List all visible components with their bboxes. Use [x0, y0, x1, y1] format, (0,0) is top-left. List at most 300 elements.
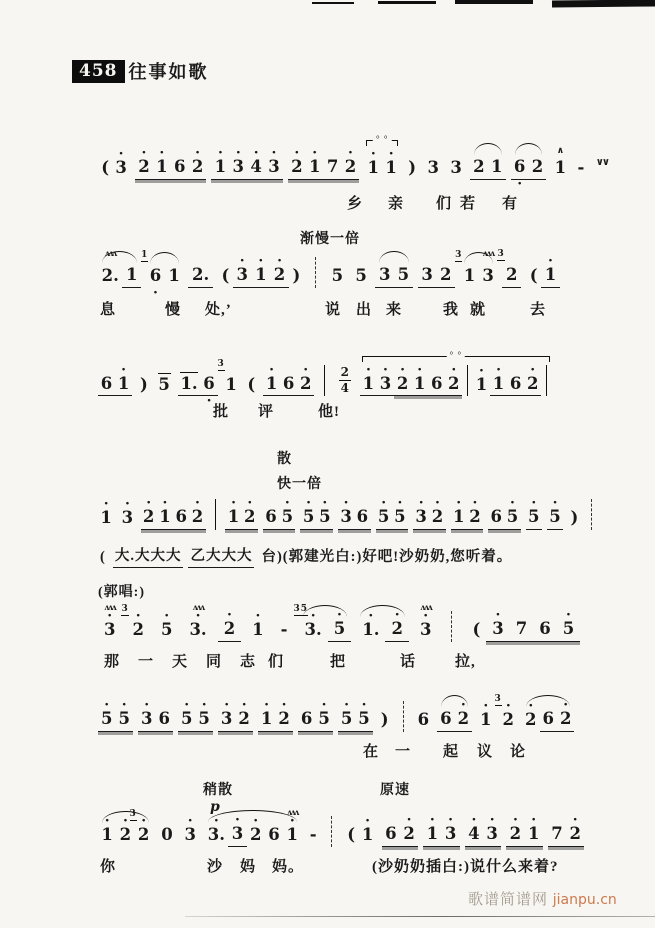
note-token: 1 · — [214, 145, 227, 176]
scan-artifact-top-2 — [378, 1, 436, 4]
note-group — [378, 701, 392, 732]
note-group — [119, 496, 135, 530]
note-group — [526, 495, 542, 530]
note-group — [218, 253, 304, 288]
note-group — [188, 256, 212, 288]
note-token: 6 — [173, 157, 186, 176]
note-group — [477, 698, 494, 732]
note-group — [178, 365, 218, 409]
tempo-mark-shaosan: 稍散 — [203, 783, 233, 798]
note-group — [138, 697, 173, 732]
note-token: 6 · — [513, 157, 526, 193]
tremolo-ornament: ʌʌʌ — [192, 602, 204, 612]
note-token: 5 · — [281, 495, 294, 526]
octave-dot-above: · — [471, 812, 477, 828]
octave-dot-above: · — [103, 496, 109, 512]
note-group — [155, 608, 178, 642]
time-denominator: 4 — [340, 380, 350, 395]
tempo-mark-kuaiyibei: 快一倍 — [277, 477, 322, 492]
note-token: 2 · — [270, 256, 289, 288]
octave-dot-above: · — [277, 253, 282, 269]
octave-dot-above: · — [253, 145, 259, 161]
octave-dot-above: · — [566, 607, 571, 623]
octave-dot-above: · — [241, 697, 247, 713]
note-token: 2. ʌʌʌ — [101, 248, 119, 285]
octave-dot-above: · — [496, 361, 501, 378]
note-token: 3 — [379, 265, 391, 284]
note-token: 3 · — [220, 697, 233, 728]
octave-dot-above: · — [322, 495, 328, 511]
octave-dot-above: · — [365, 361, 371, 378]
note-token: 2 · — [431, 495, 444, 526]
note-group — [218, 697, 253, 732]
note-token: 6 — [507, 365, 524, 397]
note-token: 2 · — [469, 495, 481, 526]
tempo-mark-jianman: 渐慢一倍 — [300, 232, 360, 247]
octave-dot-above: · — [271, 145, 277, 161]
note-token: 5 · — [557, 610, 580, 642]
octave-dot-above: · — [423, 608, 429, 624]
note-group — [470, 148, 506, 180]
octave-dot-above: · — [510, 495, 515, 511]
note-token: 1 · — [452, 495, 465, 526]
lyric-syllable: 有 — [502, 196, 519, 212]
note-token: 5 · — [377, 495, 390, 526]
octave-dot-above: · — [394, 607, 400, 623]
note-token: 5 · — [340, 697, 353, 728]
octave-dot-above: · — [548, 253, 553, 269]
note-token: ( — [247, 374, 256, 394]
octave-dot-above: · — [255, 608, 261, 624]
octave-dot-above: · — [460, 697, 466, 713]
lyrics-line-6 — [0, 740, 655, 760]
octave-dot-above: · — [118, 146, 124, 162]
note-token: 1 — [168, 266, 180, 285]
note-token: 1 · — [265, 361, 278, 393]
lyric-syllable: 议 — [477, 744, 494, 760]
lyric-syllable: 他! — [318, 404, 340, 420]
note-group — [451, 495, 484, 530]
lyric-syllable: 批 — [213, 404, 230, 420]
octave-dot-above: · — [343, 495, 349, 511]
note-token: 1 · — [159, 495, 171, 526]
lyric-syllable: 们 — [268, 654, 285, 670]
note-token: 3 · — [444, 812, 457, 843]
note-group — [293, 604, 352, 642]
note-group — [437, 697, 472, 732]
note-token: ) — [380, 710, 389, 729]
octave-dot-above: · — [144, 697, 150, 713]
octave-dot-above: · — [195, 145, 200, 161]
note-token: 6 · — [203, 373, 215, 409]
note-group — [309, 257, 323, 288]
note-token: 1 — [122, 256, 141, 288]
note-group — [98, 496, 114, 530]
note-token: 5 · — [318, 697, 330, 728]
grace-note: 35 — [293, 604, 309, 614]
octave-dot-above: · — [370, 146, 376, 162]
octave-dot-above: · — [284, 495, 290, 511]
note-token: 1 · — [252, 608, 264, 639]
note-token: 3 · — [115, 146, 127, 177]
octave-dot-above: · — [388, 146, 394, 162]
note-group — [418, 256, 455, 288]
octave-dot-above: · — [406, 812, 412, 828]
note-group — [98, 361, 132, 397]
octave-dot-above: · — [397, 495, 403, 511]
music-line-1 — [98, 134, 616, 193]
lyric-syllable: 我 — [443, 302, 460, 318]
octave-dot-above: · — [530, 361, 536, 378]
note-group — [98, 146, 130, 180]
note-group — [413, 495, 446, 530]
note-token: 3 · — [377, 365, 394, 397]
note-group — [593, 156, 612, 180]
note-token: 6 — [428, 365, 445, 397]
note-group — [204, 807, 301, 847]
tremolo-ornament: ʌʌʌ — [286, 807, 298, 817]
grace-note: 3 — [455, 250, 463, 260]
note-token: 2. — [188, 256, 212, 288]
note-token: 1 ∧ — [554, 146, 567, 177]
note-token: 0 — [161, 825, 173, 844]
note-group — [225, 495, 258, 530]
lyric-syllable: 妈 — [240, 859, 257, 875]
note-token: ( — [529, 266, 538, 285]
book-title: 往事如歌 — [128, 62, 209, 82]
note-group — [574, 149, 587, 180]
note-token: 2 · — [291, 145, 303, 176]
note-token: 1 · — [252, 256, 271, 288]
barline — [324, 365, 325, 396]
octave-dot-above: · — [289, 813, 295, 829]
note-group — [218, 607, 241, 642]
footer-site-name: 歌谱简谱网 — [468, 892, 549, 908]
note-group — [414, 602, 437, 642]
tremolo-ornament: ʌʌʌ — [420, 602, 432, 612]
note-token: 4 · — [468, 812, 480, 843]
note-token: 3. · — [207, 813, 225, 844]
note-group — [181, 813, 199, 847]
note-token: 2 · — [218, 610, 241, 642]
music-line-2 — [98, 248, 565, 302]
note-token — [335, 362, 355, 396]
note-token: 1. · — [362, 608, 380, 639]
note-group — [442, 611, 461, 642]
accent-mark: ∧ — [556, 146, 564, 156]
note-token: 1 · ʌʌʌ — [286, 807, 299, 844]
note-token: 5 · — [394, 495, 406, 526]
note-group — [113, 545, 184, 568]
note-group — [328, 257, 347, 288]
note-group — [98, 248, 141, 288]
lyric-syllable: 天 — [172, 654, 189, 670]
lyric-syllable: 来 — [386, 302, 403, 318]
note-token: 2 · — [191, 495, 204, 526]
lyric-syllable: 在 — [363, 744, 380, 760]
lyrics-line-5 — [0, 650, 655, 670]
dashed-barline — [403, 701, 404, 732]
note-token: 3 · — [340, 495, 352, 526]
note-token: 5 · — [180, 697, 193, 728]
note-token: 台)(郭建光白:)好吧!沙奶奶,您听着。 — [261, 549, 513, 565]
lyrics-line-2 — [0, 298, 655, 318]
note-token: 3 · — [228, 815, 246, 847]
note-token: 2 · 3 — [121, 604, 144, 639]
octave-dot-above: · — [312, 145, 318, 161]
note-group — [526, 253, 560, 288]
lyrics-line-7 — [0, 855, 655, 875]
octave-dot-above: · — [121, 697, 127, 713]
note-token: ) — [408, 158, 417, 177]
octave-dot-above: · — [258, 253, 264, 269]
note-group — [382, 812, 419, 847]
note-token: ) — [139, 374, 148, 394]
octave-dot-above: · — [531, 495, 537, 511]
note-group — [375, 256, 412, 288]
lyric-syllable: 拉, — [455, 654, 476, 670]
octave-dot-above: · — [361, 697, 367, 713]
dashed-barline — [591, 499, 592, 530]
note-token: 3 · ʌʌʌ — [419, 602, 432, 639]
note-group — [259, 546, 514, 568]
octave-dot-above: · — [472, 495, 478, 511]
octave-dot-above: · — [141, 813, 147, 829]
note-token: 2 3 — [502, 256, 521, 288]
note-group — [98, 602, 121, 642]
note-token: 2 · — [569, 812, 581, 843]
octave-dot-above: · — [235, 812, 240, 828]
barline — [215, 499, 216, 530]
footer-site-url: jianpu.cn — [552, 892, 617, 908]
note-token: 5 · — [506, 495, 519, 526]
note-token: 1 · — [411, 365, 428, 397]
octave-dot-above: · — [231, 495, 236, 511]
note-token: 5 · — [198, 697, 210, 728]
note-group — [263, 361, 314, 397]
note-token: 2 · — [191, 145, 204, 176]
note-group — [300, 495, 333, 530]
lyric-syllable: 们 — [436, 196, 453, 212]
octave-dot-above: · — [310, 608, 316, 624]
note-group — [360, 349, 552, 397]
note-token: 3 · — [233, 256, 252, 288]
note-token: 1 · — [156, 145, 168, 176]
note-group — [356, 607, 409, 642]
lyric-syllable: 一 — [138, 654, 155, 670]
note-group — [306, 816, 320, 847]
note-token: 5 — [355, 266, 367, 285]
octave-dot-below: · — [152, 285, 158, 302]
note-group — [522, 697, 574, 732]
note-group — [338, 495, 371, 530]
octave-dot-above: · — [104, 813, 110, 829]
note-token: 2 · 3 — [129, 809, 150, 844]
note-token: 6 — [282, 373, 295, 393]
lyric-syllable: 去 — [530, 302, 547, 318]
note-group — [424, 149, 442, 180]
note-token: 7 — [551, 824, 563, 843]
note-token: ( — [472, 620, 481, 639]
note-token: 3 · — [184, 813, 196, 844]
note-token: 6 — [440, 709, 452, 728]
octave-dot-above: · — [347, 145, 353, 161]
note-token: 5 — [397, 265, 410, 284]
note-group — [352, 257, 371, 288]
octave-dot-below: · — [517, 176, 523, 193]
note-group — [548, 812, 585, 847]
octave-dot-above: · — [159, 145, 165, 161]
octave-dot-above: · — [552, 495, 558, 511]
note-token: 3 · — [232, 145, 245, 176]
tempo-mark-yuansu: 原速 — [380, 783, 410, 798]
note-group — [288, 145, 359, 180]
lyric-syllable: 你 — [100, 859, 117, 875]
octave-dot-above: · — [321, 697, 327, 713]
octave-dot-above: · — [247, 495, 253, 511]
lyric-syllable: 出 — [356, 302, 373, 318]
note-token: 5 · — [160, 608, 173, 639]
octave-dot-above: · — [572, 812, 578, 828]
note-token: 2 · — [299, 361, 312, 393]
note-token: 1 · — [308, 145, 321, 176]
note-group — [494, 694, 517, 732]
note-token: ( — [100, 549, 106, 565]
note-token: 6 — [265, 507, 277, 526]
lyric-syllable: 乡 — [347, 196, 364, 212]
tremolo-ornament: ʌʌʌ — [482, 248, 494, 258]
note-token: 3. · ʌʌʌ — [189, 602, 207, 639]
lyric-syllable: 处,’ — [205, 302, 232, 318]
note-group — [488, 495, 521, 530]
lyric-syllable: 息 — [100, 302, 117, 318]
octave-dot-below: · — [206, 392, 212, 409]
octave-dot-above: · — [195, 608, 201, 624]
note-token: 2 · — [403, 812, 415, 843]
grace-note: 3 — [494, 694, 502, 704]
note-token: 7 — [510, 610, 533, 642]
note-token: 7 — [326, 157, 339, 176]
page-footer — [468, 888, 617, 909]
lyric-syllable: 话 — [400, 654, 417, 670]
grace-note: 3 — [217, 358, 225, 369]
note-group — [465, 812, 502, 847]
lyric-syllable: 沙 — [207, 859, 224, 875]
octave-dot-above: · — [448, 812, 454, 828]
note-token: 6 — [175, 507, 187, 526]
note-token: 3 · — [486, 610, 509, 642]
music-line-4 — [98, 495, 603, 530]
grace-note: 1 — [141, 250, 149, 260]
note-group — [364, 134, 400, 180]
note-token: - — [280, 620, 288, 639]
note-token: 3 · — [121, 496, 134, 527]
note-token: 1 · — [475, 362, 488, 394]
note-token: 3 · — [140, 697, 153, 728]
note-token: 6 — [417, 710, 430, 729]
note-token: 5 · — [118, 697, 130, 728]
lyric-syllable: 同 — [206, 654, 223, 670]
lyric-syllable: 妈。 — [272, 859, 305, 875]
bracket-label: ° ° — [373, 135, 391, 144]
note-token: 1 · — [361, 813, 374, 844]
lyrics-line-3 — [0, 400, 655, 420]
octave-dot-above: · — [479, 362, 484, 379]
octave-dot-above: · — [184, 697, 190, 713]
lyric-syllable: 一 — [395, 744, 412, 760]
note-group — [211, 145, 282, 180]
note-token: - — [577, 158, 585, 177]
lyric-syllable: 起 — [443, 744, 460, 760]
note-token: 2 · — [394, 365, 411, 397]
lyrics-line-1 — [0, 192, 655, 212]
octave-dot-above: · — [483, 698, 489, 714]
scan-artifact-top-1 — [312, 2, 354, 4]
music-line-3 — [98, 349, 557, 409]
note-group — [156, 366, 173, 397]
note-token: 1. — [180, 373, 198, 393]
note-group — [547, 495, 563, 530]
octave-dot-above: · — [383, 361, 388, 378]
octave-dot-above: · — [217, 145, 223, 161]
scan-artifact-bottom-line — [185, 916, 655, 917]
note-token: 1 · — [541, 256, 560, 288]
note-token: 3 ʌʌʌ — [482, 248, 494, 285]
note-group — [447, 149, 465, 180]
note-token: 1 3 — [217, 358, 237, 394]
lyric-syllable: 亲 — [388, 196, 405, 212]
octave-dot-above: · — [107, 608, 113, 624]
note-group — [121, 604, 149, 642]
note-token: 乙大大大 — [188, 545, 254, 568]
note-group — [511, 148, 547, 193]
note-group — [423, 812, 460, 847]
dashed-barline — [451, 611, 452, 642]
octave-dot-above: · — [451, 361, 457, 378]
note-group — [335, 362, 355, 396]
note-token: 2 · — [244, 495, 256, 526]
note-token: 5 · — [526, 498, 542, 530]
note-token: 1 · — [490, 365, 507, 397]
note-group — [397, 701, 410, 732]
note-token: 6 — [268, 825, 280, 844]
note-group — [263, 495, 296, 530]
page-number-badge: 458 — [72, 60, 125, 83]
grace-note: 3 — [121, 604, 129, 614]
note-token: 3 — [421, 265, 433, 284]
note-group — [466, 607, 580, 642]
note-token: - — [309, 825, 317, 844]
octave-dot-above: · — [281, 697, 287, 713]
note-group — [217, 358, 240, 397]
octave-dot-above: · — [187, 813, 193, 829]
music-line-7 — [98, 807, 589, 847]
lyric-syllable: 评 — [258, 404, 275, 420]
octave-dot-above: · — [121, 361, 127, 378]
note-token: 2 — [473, 157, 485, 176]
tie-overline — [158, 373, 171, 374]
singer-label-guo: (郭唱:) — [98, 585, 145, 600]
note-token: 5 — [331, 266, 344, 285]
octave-dot-above: · — [368, 608, 374, 624]
octave-dot-above: · — [213, 813, 219, 829]
note-token: 2 · — [509, 812, 522, 843]
percussion-dialogue-line — [98, 545, 519, 568]
octave-dot-above: · — [303, 361, 309, 378]
scan-artifact-top-3 — [455, 0, 533, 4]
dynamic-p: p — [210, 799, 221, 815]
note-token: ( — [347, 825, 356, 844]
